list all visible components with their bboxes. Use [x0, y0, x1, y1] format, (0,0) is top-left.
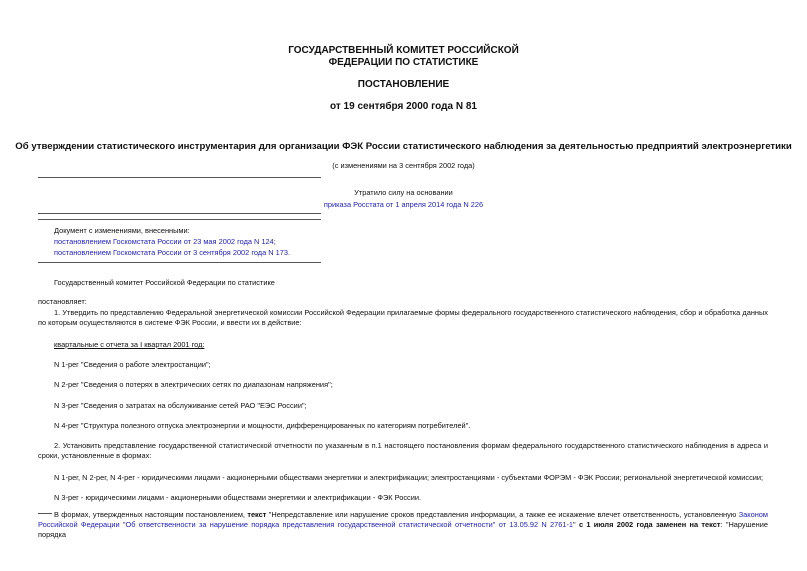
changes-box-bottom-rule — [38, 262, 321, 263]
form-item: N 3-рег "Сведения о затратах на обслуживание сетей РАО "ЕЭС России"; — [54, 401, 307, 410]
quarterly-heading: квартальные с отчета за I квартал 2001 год: — [54, 340, 205, 349]
form-item: N 1-рег "Сведения о работе электростанции"; — [54, 360, 211, 369]
changes-box-top-rule-2 — [38, 219, 321, 220]
resolves: постановляет: — [38, 297, 87, 306]
changes-box-top-rule — [38, 213, 321, 214]
divider — [38, 177, 321, 178]
committee-line-2: ФЕДЕРАЦИИ ПО СТАТИСТИКЕ — [328, 57, 479, 68]
committee-name — [0, 45, 807, 69]
paragraph-2: 2. Установить представление государственной статистической отчетности по указанным в п.1 настоящего постановления формам федерального государственного статистического наблюдения в адреса и сроки, установленные в формах: — [38, 441, 768, 460]
last-s6: " — [573, 520, 579, 529]
p2-item: N 3-рег - юридическими лицами - акционерными обществами энергетики и электрификации - ФЭК России. — [54, 493, 422, 502]
lost-force-text: Утратило силу на основании — [354, 188, 453, 197]
doc-date: от 19 сентября 2000 года N 81 — [330, 101, 477, 112]
last-s7: с 1 июля 2002 года заменен на текст — [578, 520, 721, 529]
form-item: N 2-рег "Сведения о потерях в электрических сетях по диапазонам напряжения"; — [54, 380, 333, 389]
committee-line-1: ГОСУДАРСТВЕННЫЙ КОМИТЕТ РОССИЙСКОЙ — [288, 45, 519, 56]
last-s1: В формах, утвержденных настоящим постановлением, — [54, 510, 248, 519]
doc-type: ПОСТАНОВЛЕНИЕ — [357, 79, 450, 90]
last-s8: : "Нарушение порядка — [38, 520, 768, 539]
changes-label: Документ с изменениями, внесенными: — [54, 226, 190, 235]
last-s3: "Непредставление или нарушение сроков представления информации, а также ее искажение влечет ответственность, установленную — [266, 510, 739, 519]
doc-title: Об утверждении статистического инструментария для организации ФЭК России статистического наблюдения за деятельностью предприятий электроэнергетики — [15, 141, 792, 152]
change-link-2[interactable]: постановлением Госкомстата России от 3 сентября 2002 года N 173. — [54, 248, 291, 257]
paragraph-1: 1. Утвердить по представлению Федеральной энергетической комиссии Российской Федерации прилагаемые формы федерального государственного статистического наблюдения, сбор и обработка данных по которым осуществляются в системе ФЭК России, и ввести их в действие: — [38, 308, 768, 327]
amendment-note: (с изменениями на 3 сентября 2002 года) — [332, 161, 475, 170]
form-item: N 4-рег "Структура полезного отпуска электроэнергии и мощности, дифференцированных по категориям потребителей". — [54, 421, 471, 430]
issuer: Государственный комитет Российской Федерации по статистике — [54, 278, 275, 287]
change-link-1[interactable]: постановлением Госкомстата России от 23 мая 2002 года N 124; — [54, 237, 276, 246]
lost-force-link[interactable]: приказа Росстата от 1 апреля 2014 года N 226 — [323, 200, 484, 209]
last-s2: текст — [247, 510, 267, 519]
law-title-link[interactable]: Российской Федерации "Об ответственности за нарушение порядка представления государственной статистической отчетности" от 13.05.92 N 2761-1 — [38, 520, 574, 529]
paragraph-last — [38, 510, 768, 540]
p2-item: N 1-рег, N 2-рег, N 4-рег - юридическими лицами - акционерными обществами энергетики и электрификации; электростанциями - субъектами ФОРЭМ - ФЭК России; региональной энергетической комиссии; — [54, 473, 764, 482]
law-link[interactable]: Законом — [738, 510, 768, 519]
